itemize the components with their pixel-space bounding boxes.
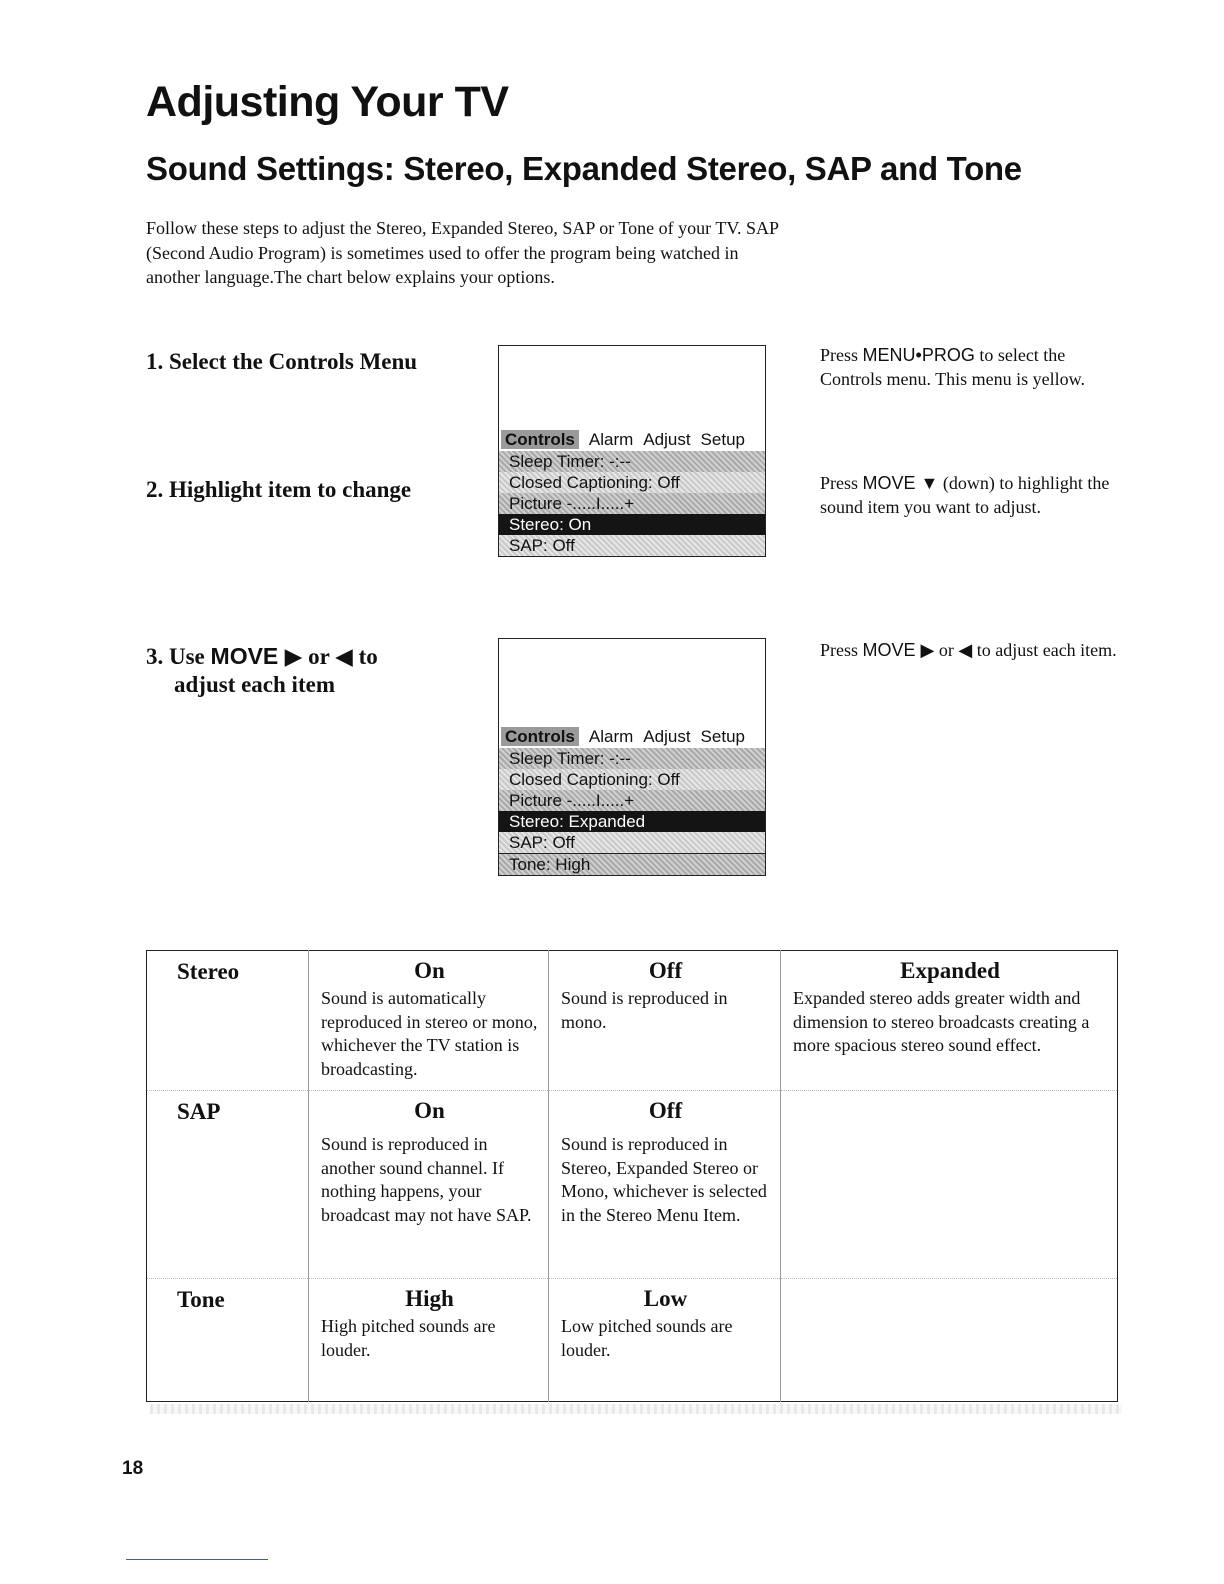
step-label: adjust each item [174, 672, 335, 697]
step-key: MOVE ▶ [210, 643, 303, 669]
table-row [147, 1091, 1118, 1279]
step-1-title [146, 348, 417, 376]
step-label: Select the Controls Menu [169, 349, 418, 374]
page-title: Adjusting Your TV [146, 78, 509, 126]
footer-rule [126, 1559, 268, 1560]
table-cell [549, 1091, 781, 1279]
table-cell [309, 1279, 549, 1402]
note-text: Press [820, 345, 863, 365]
note-text: Press [820, 473, 863, 493]
menu-item-sap: SAP: Off [499, 535, 765, 556]
tab-setup: Setup [700, 727, 745, 746]
option-name: Off [648, 958, 683, 983]
option-name: On [414, 1098, 445, 1123]
section-title: Sound Settings: Stereo, Expanded Stereo, SAP and Tone [146, 150, 1022, 187]
option-desc: Sound is reproduced in mono. [561, 988, 728, 1032]
tab-alarm: Alarm [588, 727, 634, 746]
tab-alarm: Alarm [588, 430, 634, 449]
table-cell [781, 951, 1118, 1091]
step-3-title [146, 642, 378, 699]
table-cell [781, 1279, 1118, 1402]
note-text: (down) to highlight the sound item you want to adjust. [820, 473, 1110, 517]
note-text: to select the Controls menu. This menu is yellow. [820, 345, 1085, 389]
step-label: or ◀ to [302, 644, 378, 669]
table-cell [549, 1279, 781, 1402]
table-row [147, 1279, 1118, 1402]
menu-item-stereo-selected: Stereo: On [499, 514, 765, 535]
option-name: On [414, 958, 445, 983]
step-label: Use [169, 644, 211, 669]
note-text: Press [820, 640, 863, 660]
option-desc: Sound is automatically reproduced in stereo or mono, whichever the TV station is broadcasting. [321, 988, 538, 1079]
menu-item-sleep-timer: Sleep Timer: -:-- [499, 451, 765, 472]
menu-item-picture: Picture -.....I.....+ [499, 493, 765, 514]
option-desc: Low pitched sounds are louder. [561, 1316, 733, 1360]
step-2-title [146, 476, 411, 504]
row-label: Stereo [177, 959, 240, 984]
step-number: 3. [146, 644, 164, 669]
option-name: Off [648, 1098, 683, 1123]
step-1-note [820, 343, 1130, 391]
option-desc: Sound is reproduced in Stereo, Expanded Stereo or Mono, whichever is selected in the Stereo Menu Item. [561, 1134, 767, 1225]
step-3-note [820, 638, 1130, 662]
menu-item-closed-captioning: Closed Captioning: Off [499, 472, 765, 493]
step-label: Highlight item to change [169, 477, 412, 502]
step-2-note [820, 471, 1130, 519]
option-name: Low [643, 1286, 688, 1311]
step-number: 1. [146, 349, 164, 374]
menu-item-picture: Picture -.....I.....+ [499, 790, 765, 811]
option-name: Expanded [900, 958, 1000, 983]
menu-item-closed-captioning: Closed Captioning: Off [499, 769, 765, 790]
page-number: 18 [122, 1458, 144, 1479]
tab-adjust: Adjust [643, 727, 691, 746]
tab-adjust: Adjust [643, 430, 691, 449]
menu-tabs [499, 429, 765, 451]
step-number: 2. [146, 477, 164, 502]
tab-controls: Controls [501, 727, 579, 746]
row-label: Tone [147, 1279, 309, 1402]
menu-tabs [499, 726, 765, 748]
menu-item-sap: SAP: Off [499, 832, 765, 853]
note-key: MENU•PROG [862, 345, 975, 365]
menu-item-tone: Tone: High [499, 853, 765, 875]
menu-item-sleep-timer: Sleep Timer: -:-- [499, 748, 765, 769]
menu-item-stereo-selected: Stereo: Expanded [499, 811, 765, 832]
note-text: or ◀ to adjust each item. [934, 640, 1117, 660]
tv-menu-screen-2 [498, 638, 766, 876]
option-desc: Expanded stereo adds greater width and dimension to stereo broadcasts creating a more spacious stereo sound effect. [793, 988, 1090, 1055]
table-cell [309, 951, 549, 1091]
table-shadow [150, 1404, 1122, 1414]
table-cell [781, 1091, 1118, 1279]
tab-setup: Setup [700, 430, 745, 449]
option-name: High [405, 1286, 454, 1311]
table-row [147, 951, 1118, 1091]
option-desc: Sound is reproduced in another sound channel. If nothing happens, your broadcast may not have SAP. [321, 1134, 532, 1225]
option-desc: High pitched sounds are louder. [321, 1316, 496, 1360]
sound-options-table [146, 950, 1118, 1402]
table-cell [549, 951, 781, 1091]
note-key: MOVE ▶ [862, 640, 935, 660]
tv-menu-screen-1 [498, 345, 766, 557]
table-cell [309, 1091, 549, 1279]
intro-paragraph: Follow these steps to adjust the Stereo, Expanded Stereo, SAP or Tone of your TV. SAP (Second Audio Program) is sometimes used to offer the program being watched in another language.The chart below explains your options. [146, 218, 779, 287]
tab-controls: Controls [501, 430, 579, 449]
row-label: SAP [147, 1091, 309, 1279]
note-key: MOVE ▼ [862, 473, 939, 493]
